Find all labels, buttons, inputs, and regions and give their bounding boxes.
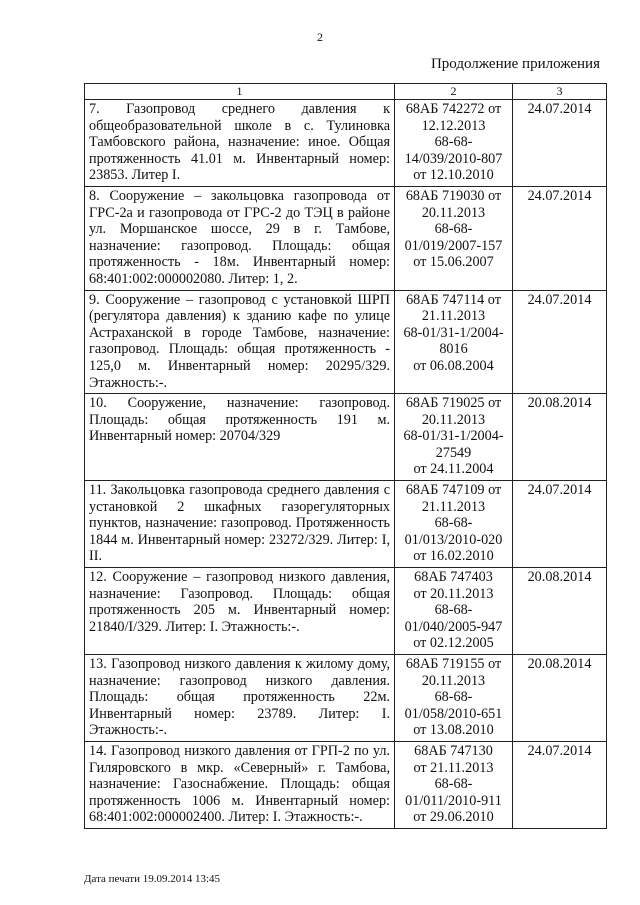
registration-line: 12.12.2013 (421, 117, 486, 134)
object-description: 12. Сооружение – газопровод низкого давления, назначение: Газопровод. Площадь: общая протяженность 205 м. Инвентарный номер: 21840/I/329. Литер: I. Этажность:-. (85, 568, 395, 655)
registration-line: 68АБ 747130 (414, 742, 493, 759)
registration-line: 21.11.2013 (421, 498, 486, 515)
object-description: 7. Газопровод среднего давления к общеобразовательной школе в с. Тулиновка Тамбовского района, назначение: иное. Общая протяженность 41.01 м. Инвентарный номер: 23853. Литер I. (85, 100, 395, 187)
date-cell: 24.07.2014 (513, 186, 607, 290)
registration-line: 21.11.2013 (421, 308, 486, 325)
registration-line: от 16.02.2010 (413, 548, 494, 565)
registration-cell (395, 186, 513, 290)
registration-line: 01/013/2010-020 (404, 531, 503, 548)
registration-line: 68АБ 719030 от (405, 187, 502, 204)
object-description: 10. Сооружение, назначение: газопровод. Площадь: общая протяженность 191 м. Инвентарный номер: 20704/329 (85, 394, 395, 481)
registration-line: от 20.11.2013 (413, 585, 494, 602)
registration-line: 68АБ 742272 от (405, 101, 502, 117)
date-cell: 20.08.2014 (513, 568, 607, 655)
registration-line: от 12.10.2010 (413, 167, 494, 184)
table-row (85, 100, 607, 187)
registration-line: 20.11.2013 (421, 411, 486, 428)
header-row (85, 84, 607, 100)
registration-cell (395, 290, 513, 394)
object-description: 9. Сооружение – газопровод с установкой ШРП (регулятора давления) к зданию кафе по улице Астраханской в городе Тамбове, назначение: газопровод. Площадь: общая протяженность - 125,0 м. Инвентарный номер: 20295/329. Этажность:-. (85, 290, 395, 394)
registration-line: 01/040/2005-947 (404, 618, 503, 635)
date-cell: 24.07.2014 (513, 741, 607, 828)
table-row (85, 655, 607, 742)
continuation-heading: Продолжение приложения (430, 56, 600, 72)
registration-line: от 29.06.2010 (413, 809, 494, 826)
registration-line: 68-68- (434, 776, 473, 793)
table-row (85, 186, 607, 290)
registration-line: 68АБ 747403 (414, 569, 493, 586)
print-date-footer: Дата печати 19.09.2014 13:45 (84, 873, 221, 885)
registration-line: 68АБ 719155 от (405, 656, 502, 672)
registration-line: 68АБ 747114 от (406, 291, 501, 308)
registration-line: от 02.12.2005 (413, 635, 494, 652)
registration-line: 01/011/2010-911 (405, 792, 502, 809)
registration-line: 27549 (435, 444, 472, 461)
registration-line: 68-68- (434, 221, 473, 238)
object-description: 14. Газопровод низкого давления от ГРП-2 по ул. Гиляровского в мкр. «Северный» г. Тамбова, назначение: Газоснабжение. Площадь: общая протяженность 1006 м. Инвентарный номер: 68:401:002:000002400. Литер: I. Этажность:-. (85, 741, 395, 828)
table-row (85, 394, 607, 481)
registration-line: 20.11.2013 (421, 672, 486, 689)
table-row (85, 568, 607, 655)
registration-cell (395, 481, 513, 568)
registration-line: от 13.08.2010 (413, 722, 494, 739)
table-row (85, 481, 607, 568)
date-cell: 24.07.2014 (513, 100, 607, 187)
registration-line: 01/058/2010-651 (404, 705, 503, 722)
object-description: 8. Сооружение – закольцовка газопровода от ГРС-2а и газопровода от ГРС-2 до ТЭЦ в районе ул. Моршанское шоссе, 29 в г. Тамбове, назначение: газопровод. Площадь: общая протяженность - 18м. Инвентарный номер: 68:401:002:000002080. Литер: 1, 2. (85, 186, 395, 290)
column-header: 3 (513, 84, 607, 100)
registration-cell (395, 568, 513, 655)
object-description: 13. Газопровод низкого давления к жилому дому, назначение: газопровод низкого давления. Площадь: общая протяженность 22м. Инвентарный номер: 23789. Литер: I. Этажность:-. (85, 655, 395, 742)
date-cell: 24.07.2014 (513, 290, 607, 394)
registration-line: 68-68- (434, 134, 473, 151)
object-description: 11. Закольцовка газопровода среднего давления с установкой 2 шкафных газорегуляторных пунктов, назначение: газопровод. Протяженность 1844 м. Инвентарный номер: 23272/329. Литер: I, II. (85, 481, 395, 568)
column-header: 2 (395, 84, 513, 100)
table-row (85, 290, 607, 394)
table-row (85, 741, 607, 828)
registration-cell (395, 655, 513, 742)
registration-line: 20.11.2013 (421, 204, 486, 221)
column-header: 1 (85, 84, 395, 100)
registration-cell (395, 741, 513, 828)
registration-line: 68-68- (434, 602, 473, 619)
registration-line: от 15.06.2007 (413, 254, 494, 271)
registration-line: 68АБ 747109 от (405, 482, 502, 499)
registration-cell (395, 100, 513, 187)
registration-line: 8016 (439, 341, 468, 358)
registration-line: 68-68- (434, 689, 473, 706)
date-cell: 20.08.2014 (513, 394, 607, 481)
page-number: 2 (317, 30, 323, 44)
registration-line: 68АБ 719025 от (405, 395, 502, 412)
registration-line: 14/039/2010-807 (404, 150, 503, 167)
appendix-table (84, 83, 607, 829)
registration-line: 68-01/31-1/2004- (403, 324, 504, 341)
registration-line: 68-01/31-1/2004- (403, 428, 504, 445)
registration-line: 68-68- (434, 515, 473, 532)
registration-line: 01/019/2007-157 (404, 237, 503, 254)
registration-line: от 24.11.2004 (413, 461, 494, 478)
date-cell: 24.07.2014 (513, 481, 607, 568)
registration-line: от 06.08.2004 (413, 357, 494, 374)
date-cell: 20.08.2014 (513, 655, 607, 742)
registration-line: от 21.11.2013 (413, 759, 494, 776)
registration-cell (395, 394, 513, 481)
